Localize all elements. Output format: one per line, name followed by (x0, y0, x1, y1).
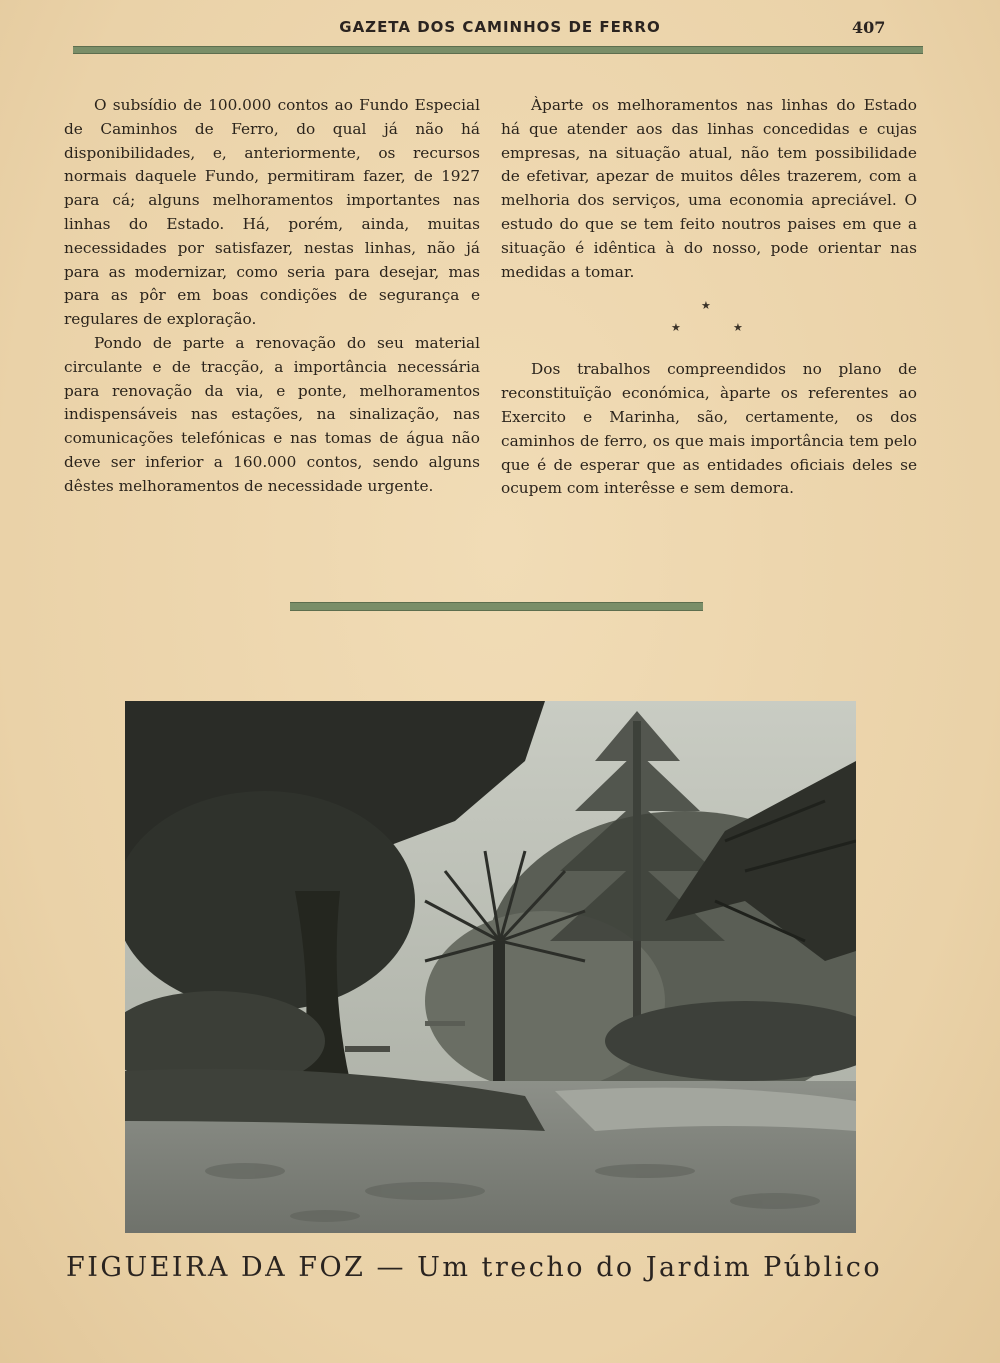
caption-description: Um trecho do Jardim Público (417, 1252, 883, 1283)
asterism-separator (501, 288, 917, 358)
left-column (64, 94, 480, 499)
page-number: 407 (852, 18, 886, 37)
star-icon: ★ (733, 321, 743, 335)
paragraph: Pondo de parte a renovação do seu material circulante e de tracção, a importância necessária para renovação da via, e ponte, melhoramentos indispensáveis nas estações, na sinalização, nas comunicações telefónicas e nas tomas de água não deve ser inferior a 160.000 contos, sendo alguns dêstes melhoramentos de necessidade urgente. (64, 333, 480, 495)
right-column (501, 94, 917, 501)
star-icon: ★ (671, 321, 681, 335)
garden-photo (125, 701, 856, 1233)
paragraph: Dos trabalhos compreendidos no plano de reconstituïção económica, àparte os referentes ao Exercito e Marinha, são, certamente, os dos caminhos de ferro, os que mais importância tem pelo que é de esperar que as entidades oficiais deles se ocupem com interêsse e sem demora. (501, 360, 917, 498)
paragraph: Àparte os melhoramentos nas linhas do Estado há que atender aos das linhas concedidas e cujas empresas, na situação atual, não tem possibilidade de efetivar, apezar de muitos dêles trazerem, com a melhoria dos serviços, uma economia apreciável. O estudo do que se tem feito noutros paises em que a situação é idêntica à do nosso, pode orientar nas medidas a tomar. (501, 96, 917, 281)
header-rule (73, 46, 923, 54)
caption-dash: — (376, 1252, 406, 1283)
paragraph: O subsídio de 100.000 contos ao Fundo Especial de Caminhos de Ferro, do qual já não há disponibilidades, e, anteriormente, os recursos normais daquele Fundo, permitiram fazer, de 1927 para cá; alguns melhoramentos importantes nas linhas do Estado. Há, porém, ainda, muitas necessidades por satisfazer, nestas linhas, não já para as modernizar, como seria para desejar, mas para as pôr em boas condições de segurança e regulares de exploração. (64, 96, 480, 329)
caption-place: FIGUEIRA DA FOZ (66, 1252, 366, 1283)
star-icon: ★ (701, 299, 711, 313)
photo-caption (66, 1252, 926, 1283)
running-header: GAZETA DOS CAMINHOS DE FERRO (339, 18, 661, 36)
section-rule (290, 602, 703, 611)
